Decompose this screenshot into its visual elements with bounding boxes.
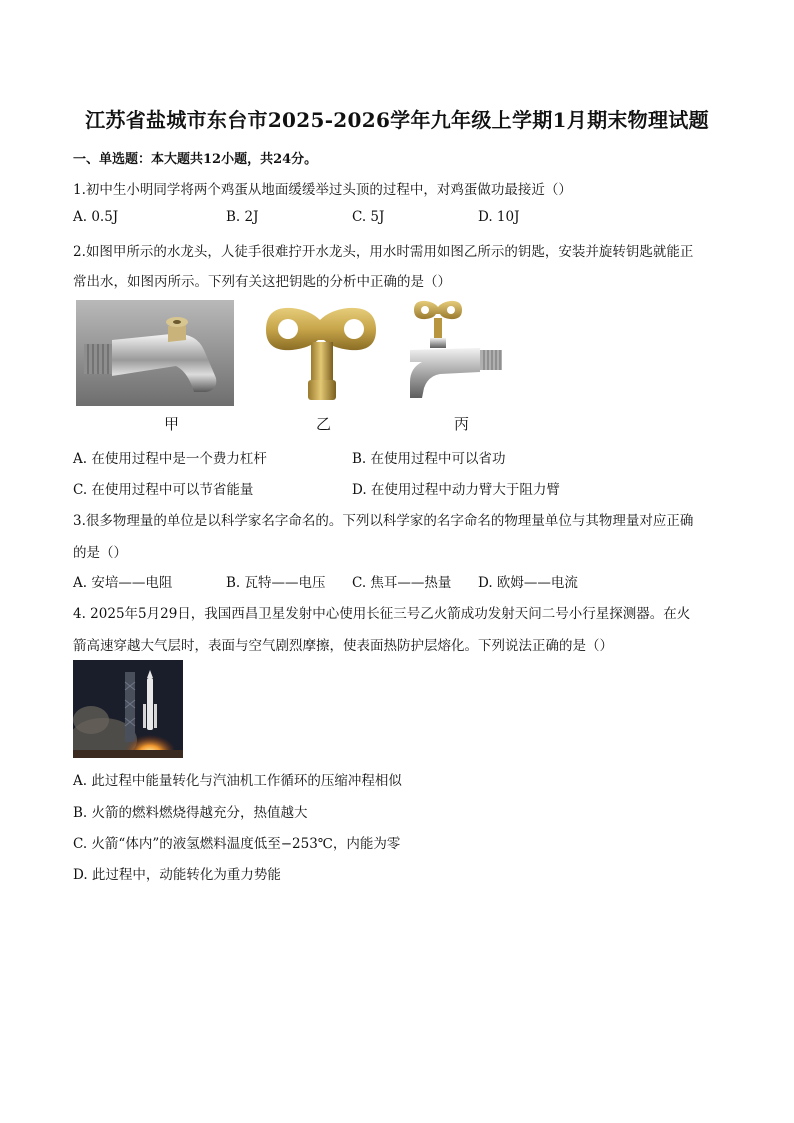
caption-jia: 甲 <box>164 415 180 433</box>
q1-option-b[interactable]: B. 2J <box>226 209 259 225</box>
q3-option-a[interactable]: A. 安培——电阻 <box>73 575 173 591</box>
page-title: 江苏省盐城市东台市2025-2026学年九年级上学期1月期末物理试题 <box>85 108 709 132</box>
q3-stem-line1: 3.很多物理量的单位是以科学家名字命名的。下列以科学家的名字命名的物理量单位与其物理量对应正确 <box>73 513 694 529</box>
brass-key-yi <box>258 300 388 406</box>
q4-stem-line2: 箭高速穿越大气层时，表面与空气剧烈摩擦，使表面热防护层熔化。下列说法正确的是（） <box>73 638 613 654</box>
q1-stem: 1.初中生小明同学将两个鸡蛋从地面缓缓举过头顶的过程中，对鸡蛋做功最接近（） <box>73 182 572 198</box>
q4-option-d[interactable]: D. 此过程中，动能转化为重力势能 <box>73 867 281 883</box>
section-heading: 一、单选题：本大题共12小题，共24分。 <box>73 152 318 167</box>
q4-option-a[interactable]: A. 此过程中能量转化与汽油机工作循环的压缩冲程相似 <box>73 773 402 789</box>
q2-stem-line1: 2.如图甲所示的水龙头，人徒手很难拧开水龙头，用水时需用如图乙所示的钥匙，安装并旋转钥匙就能正 <box>73 244 694 260</box>
q2-option-c[interactable]: C. 在使用过程中可以节省能量 <box>73 482 254 498</box>
q3-stem-line2: 的是（） <box>73 545 127 561</box>
q2-option-b[interactable]: B. 在使用过程中可以省功 <box>352 451 506 467</box>
q2-option-a[interactable]: A. 在使用过程中是一个费力杠杆 <box>73 451 267 467</box>
q3-option-c[interactable]: C. 焦耳——热量 <box>352 575 452 591</box>
q2-option-d[interactable]: D. 在使用过程中动力臂大于阻力臂 <box>352 482 560 498</box>
q1-option-d[interactable]: D. 10J <box>478 209 520 225</box>
q4-option-c[interactable]: C. 火箭“体内”的液氢燃料温度低至−253℃，内能为零 <box>73 836 401 852</box>
q3-option-b[interactable]: B. 瓦特——电压 <box>226 575 326 591</box>
rocket-launch-photo <box>73 660 183 758</box>
q1-option-a[interactable]: A. 0.5J <box>73 209 119 225</box>
faucet-photo-jia <box>76 300 234 406</box>
q4-option-b[interactable]: B. 火箭的燃料燃烧得越充分，热值越大 <box>73 805 308 821</box>
q1-option-c[interactable]: C. 5J <box>352 209 385 225</box>
faucet-with-key-bing <box>400 298 506 408</box>
q4-stem-line1: 4. 2025年5月29日，我国西昌卫星发射中心使用长征三号乙火箭成功发射天问二号小行星探测器。在火 <box>73 606 691 622</box>
caption-bing: 丙 <box>454 415 470 433</box>
caption-yi: 乙 <box>316 415 332 433</box>
q3-option-d[interactable]: D. 欧姆——电流 <box>478 575 578 591</box>
q2-stem-line2: 常出水，如图丙所示。下列有关这把钥匙的分析中正确的是（） <box>73 274 451 290</box>
